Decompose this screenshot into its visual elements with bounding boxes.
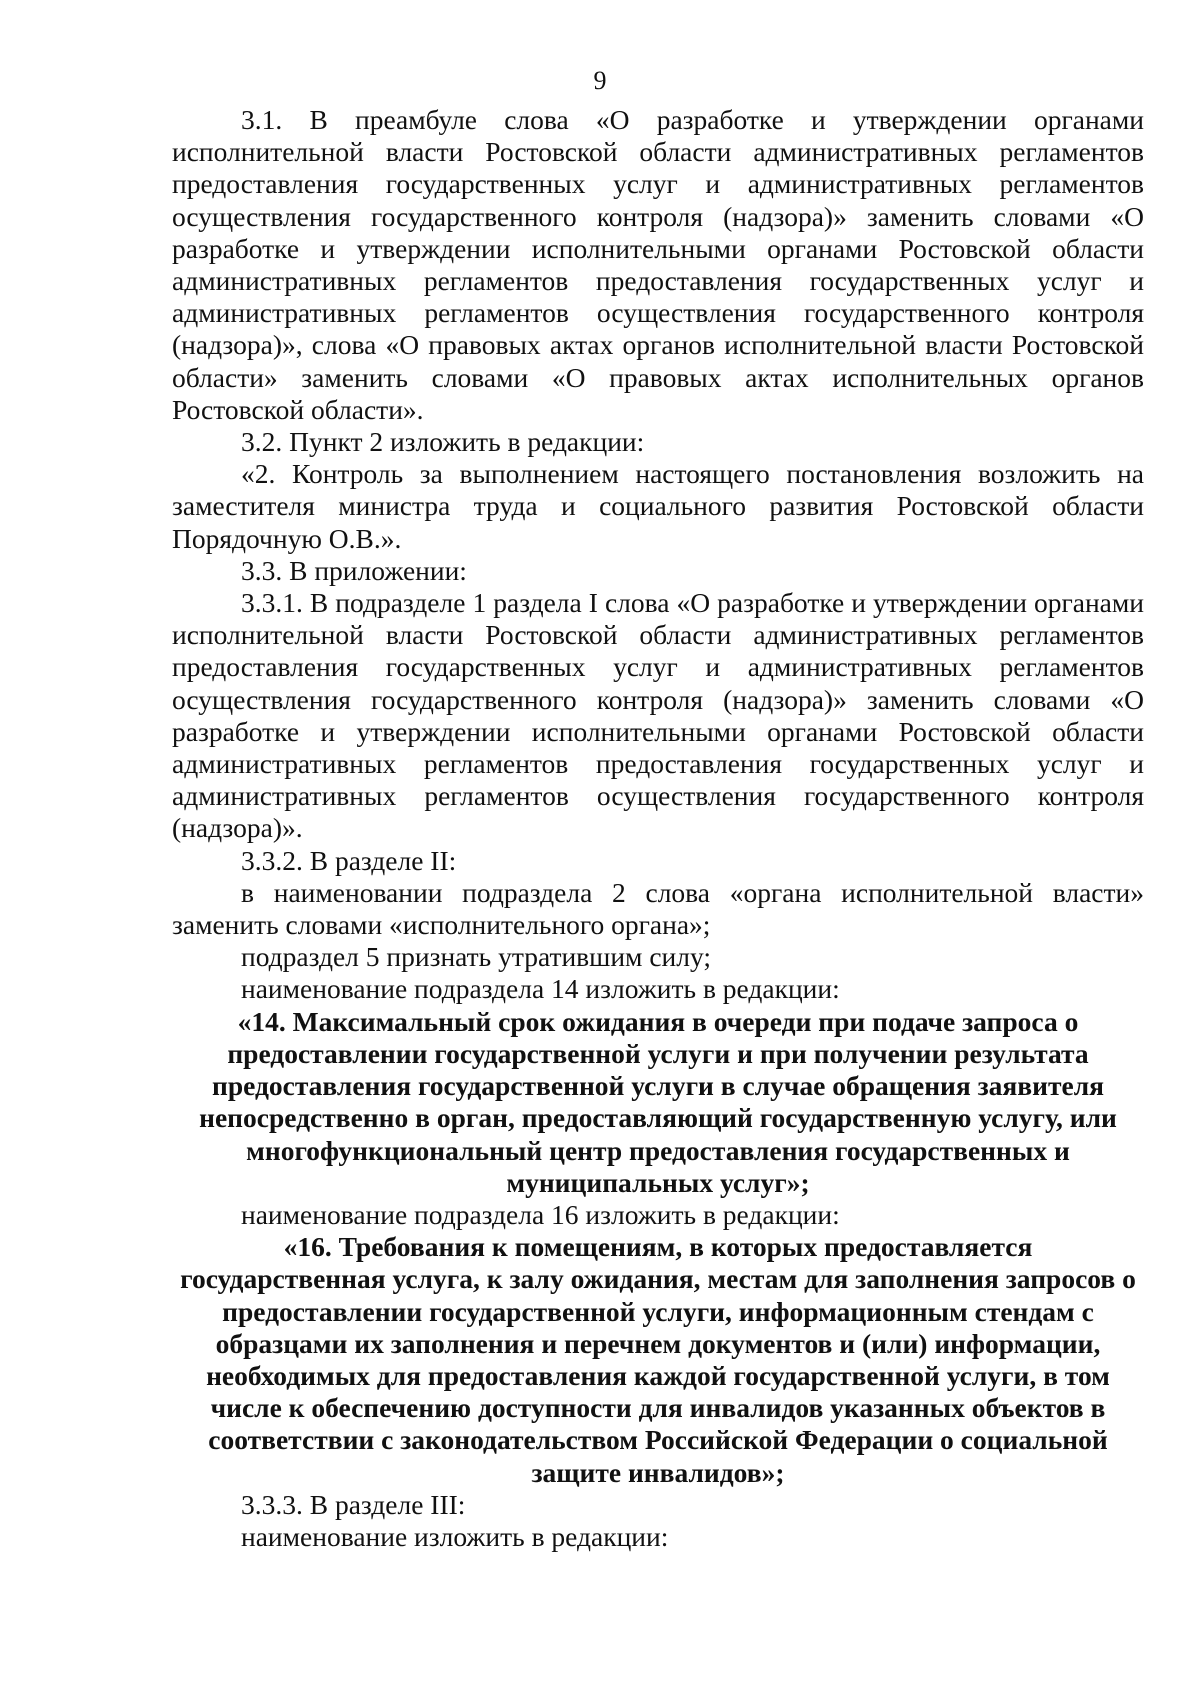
- heading-subsection-14: «14. Максимальный срок ожидания в очереди при подаче запроса о предоставлении государственной услуги и при получении результата предоставления государственной услуги в случае обращения заявителя непосредственно в орган, предоставляющий государственную услугу, или многофункциональный центр предоставления государственных и муниципальных услуг»;: [199, 1005, 1117, 1198]
- paragraph-3-1: 3.1. В преамбуле слова «О разработке и утверждении органами исполнительной власти Ростовской области административных регламентов предоставления государственных услуг и административных регламентов осуществления государственного контроля (надзора)» заменить словами «О разработке и утверждении исполнительными органами Ростовской области административных регламентов предоставления государственных услуг и административных регламентов осуществления государственного контроля (надзора)», слова «О правовых актах органов исполнительной власти Ростовской области» заменить словами «О правовых актах исполнительных органов Ростовской области».: [172, 104, 1144, 425]
- document-body: [172, 104, 1144, 1553]
- paragraph-subsection-14-intro: наименование подраздела 14 изложить в редакции:: [241, 973, 840, 1005]
- paragraph-3-3-1: 3.3.1. В подразделе 1 раздела I слова «О разработке и утверждении органами исполнительной власти Ростовской области административных регламентов предоставления государственных услуг и административных регламентов осуществления государственного контроля (надзора)» заменить словами «О разработке и утверждении исполнительными органами Ростовской области административных регламентов предоставления государственных услуг и административных регламентов осуществления государственного контроля (надзора)».: [172, 587, 1144, 844]
- paragraph-3-2: 3.2. Пункт 2 изложить в редакции:: [241, 426, 645, 458]
- paragraph-3-2-text: «2. Контроль за выполнением настоящего постановления возложить на заместителя министра труда и социального развития Ростовской области Порядочную О.В.».: [172, 458, 1144, 554]
- paragraph-subsection-2: в наименовании подраздела 2 слова «органа исполнительной власти» заменить словами «исполнительного органа»;: [172, 876, 1144, 941]
- paragraph-3-3-2: 3.3.2. В разделе II:: [241, 844, 457, 876]
- paragraph-subsection-5: подраздел 5 признать утратившим силу;: [241, 941, 712, 973]
- paragraph-3-3-3: 3.3.3. В разделе III:: [241, 1488, 466, 1520]
- heading-subsection-16: «16. Требования к помещениям, в которых предоставляется государственная услуга, к залу ожидания, местам для заполнения запросов о предоставлении государственной услуги, информационным стендам с образцами их заполнения и перечнем документов и (или) информации, необходимых для предоставления каждой государственной услуги, в том числе к обеспечению доступности для инвалидов указанных объектов в соответствии с законодательством Российской Федерации о социальной защите инвалидов»;: [180, 1231, 1136, 1488]
- paragraph-subsection-16-intro: наименование подраздела 16 изложить в редакции:: [241, 1198, 840, 1230]
- page-number: 9: [593, 66, 607, 95]
- paragraph-3-3: 3.3. В приложении:: [241, 554, 467, 586]
- paragraph-section-3-name: наименование изложить в редакции:: [241, 1520, 669, 1552]
